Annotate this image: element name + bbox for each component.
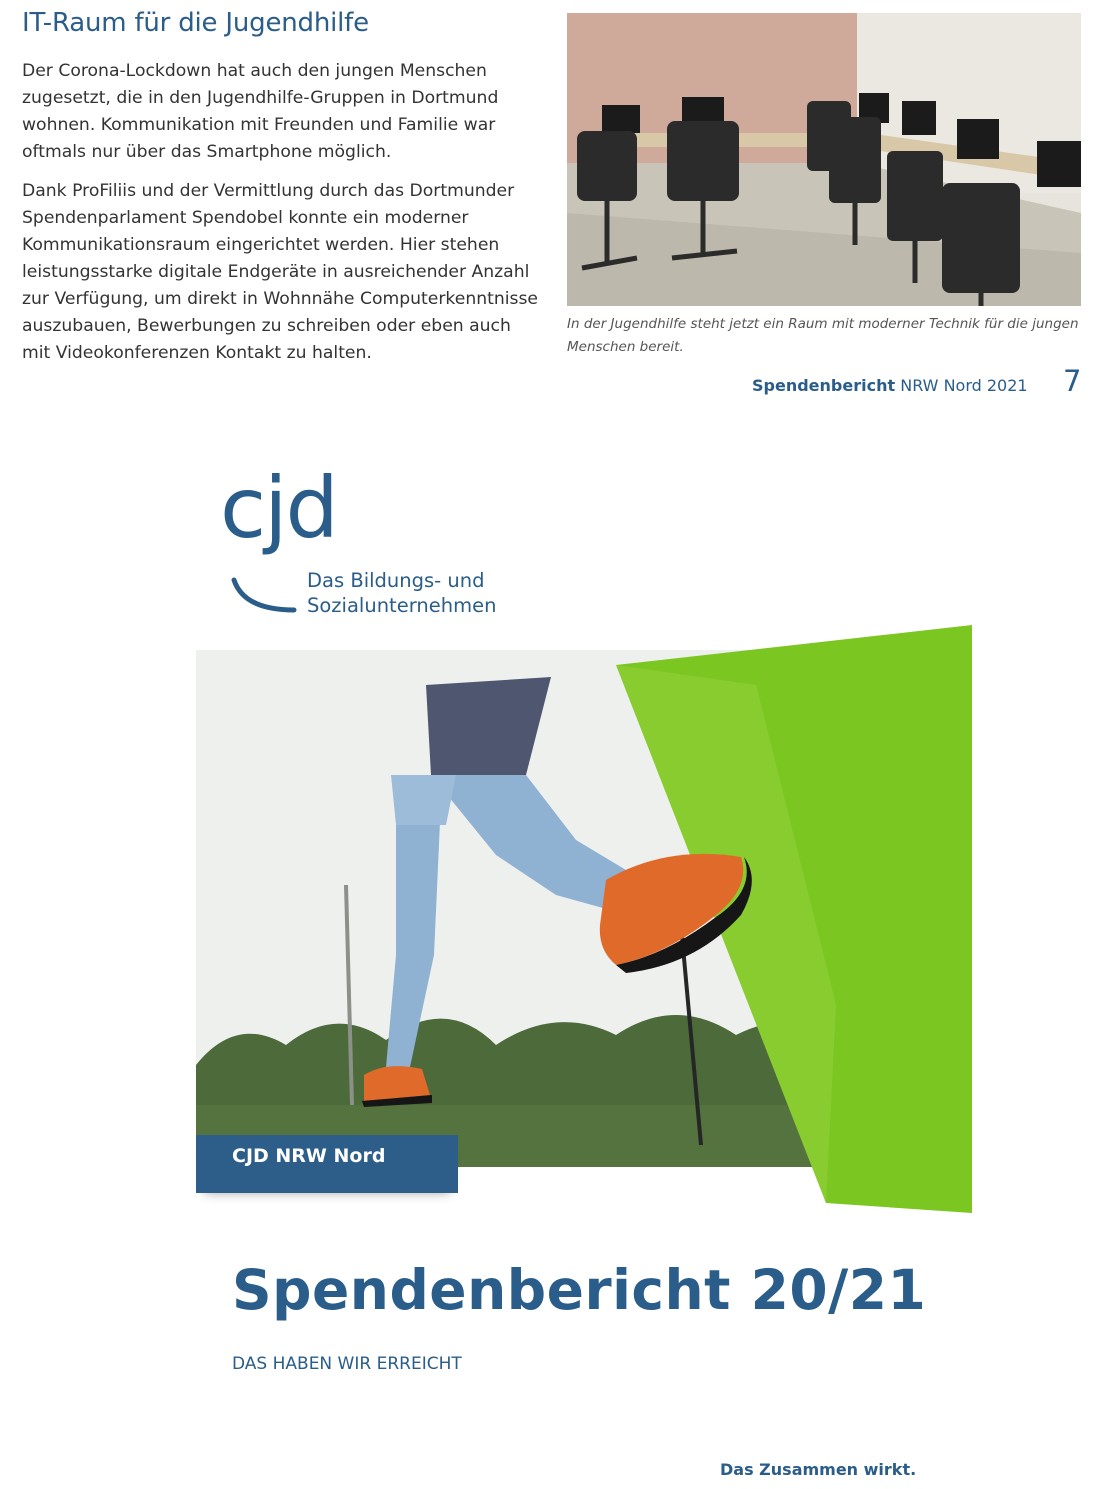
cover-title: Spendenbericht 20/21 xyxy=(232,1258,927,1322)
article-body xyxy=(22,58,542,379)
page-number: 7 xyxy=(1063,364,1082,398)
cover-subtitle: DAS HABEN WIR ERREICHT xyxy=(232,1354,462,1374)
page-footer xyxy=(752,376,1028,395)
photo-caption: In der Jugendhilfe steht jetzt ein Raum mit moderner Technik für die jungen Menschen bereit. xyxy=(567,316,1079,355)
cover-slogan: Das Zusammen wirkt. xyxy=(720,1460,917,1479)
footer-report-name: Spendenbericht xyxy=(752,376,896,395)
cjd-wordmark: cjd xyxy=(220,459,337,557)
it-room-photo xyxy=(567,13,1081,306)
cover-badge-label: CJD NRW Nord xyxy=(232,1145,386,1167)
tagline-line: Sozialunternehmen xyxy=(307,594,497,617)
cjd-tagline xyxy=(307,568,496,618)
article-paragraph: Der Corona-Lockdown hat auch den jungen Menschen zugesetzt, die in den Jugendhilfe-Gruppen in Dortmund wohnen. Kommunikation mit Freunden und Familie war oftmals nur über das Smartphone möglich. xyxy=(22,61,499,162)
footer-edition: NRW Nord 2021 xyxy=(900,376,1028,395)
article-paragraph: Dank ProFiliis und der Vermittlung durch das Dortmunder Spendenparlament Spendobel konnte ein moderner Kommunikationsraum eingerichtet werden. Hier stehen leistungsstarke digitale Endgeräte in ausreichender Anzahl zur Verfügung, um direkt in Wohnnähe Computerkenntnisse auszubauen, Bewerbungen zu schreiben oder eben auch mit Videokonferenzen Kontakt zu halten. xyxy=(22,181,539,363)
tagline-line: Das Bildungs- und xyxy=(307,569,485,592)
it-room-illustration xyxy=(567,13,1081,306)
cover-badge xyxy=(196,1135,458,1193)
article-title: IT-Raum für die Jugendhilfe xyxy=(22,8,369,38)
cover-photo-jumping-kid xyxy=(196,625,972,1215)
